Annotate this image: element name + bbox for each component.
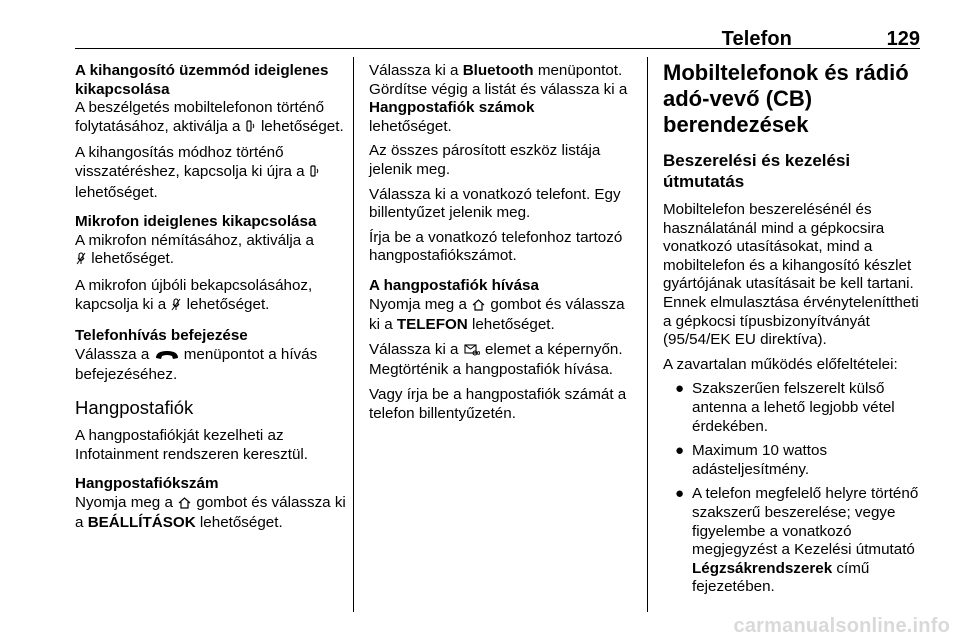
text: TELEFON [396,316,468,334]
paragraph [369,62,637,136]
paragraph [369,341,637,380]
text: Maximum 10 wattos adásteljesítmény. [692,442,828,478]
bullet-icon: ● [675,380,685,398]
text: lehetőséget. [260,117,344,135]
text: A kihangosítás módhoz történő visszatéréshez, kapcsolja ki újra a [75,144,305,180]
text: lehetőséget. [199,514,283,532]
voicemail-icon [464,343,480,362]
text: Hangpostafiók számok [369,99,535,117]
text: elemet a képernyőn. Megtörténik a hangpostafiók hívása. [369,340,623,379]
text: Válassza ki a [369,340,459,358]
paragraph: Az összes párosított eszköz listája jelenik meg. [369,142,601,178]
text: Légzsákrendszerek [692,559,833,577]
paragraph: Vagy írja be a hangpostafiók számát a telefon billentyűzetén. [369,385,627,422]
text: A beszélgetés mobiltelefonon történő folytatásához, aktiválja a [75,99,325,135]
end-call-icon [155,348,179,367]
column-3 [663,62,928,603]
paragraph [75,144,347,202]
microphone-mute-icon [171,298,181,317]
microphone-mute-icon [76,252,86,271]
text: című fejezetében. [692,559,870,596]
column-divider [353,57,354,612]
paragraph: Válassza ki a vonatkozó telefont. Egy billentyűzet jelenik meg. [369,185,621,222]
text: gombot és válassza ki a [369,295,625,334]
text: A telefon megfelelő helyre történő szakszerű beszerelése; vegye figyelembe a vonatkozó megjegyzést a Kezelési útmutató [692,485,919,559]
section-heading: Hangpostafiókszám [75,475,219,493]
section-heading: A hangpostafiók hívása [369,276,539,294]
page-title: Telefon [721,28,792,50]
bullet-icon: ● [675,442,685,460]
paragraph [75,277,347,316]
section-heading: A kihangosító üzemmód ideiglenes kikapcsolása [75,62,329,98]
paragraph: Írja be a vonatkozó telefonhoz tartozó hangpostafiókszámot. [369,228,623,265]
text: Nyomja meg a [369,295,467,313]
text: lehetőséget. [91,250,174,268]
text: BEÁLLÍTÁSOK [87,514,196,532]
text: Válassza ki a [369,62,459,79]
text: gombot és válassza ki a [75,493,346,532]
home-icon [178,496,191,515]
paragraph [75,346,347,385]
text: menüpontot a hívás befejezéséhez. [75,345,318,384]
paragraph [75,494,347,533]
text: Nyomja meg a [75,493,173,511]
paragraph: Mobiltelefon beszerelésénél és használatánál mind a gépkocsira vonatkozó utasításokat, mind a mobiltelefon és a kihangosító készlet gyártójának utasításait be kell tartani. Ennek elmulasztása érvényteleníttheti a gépkocsi típusbizonyítványát (95/54/EK EU direktíva). [663,201,919,349]
list-item [663,380,928,436]
home-icon [472,298,485,317]
text: lehetőséget. [369,117,452,135]
text: menüpontot. Gördítse végig a listát és válassza ki a [369,62,628,98]
handset-speaker-icon [310,165,320,184]
text: lehetőséget. [75,183,158,201]
paragraph [75,232,347,271]
section-heading: Mikrofon ideiglenes kikapcsolása [75,213,317,231]
paragraph [75,99,347,138]
chapter-title: Mobiltelefonok és rádió adó-vevő (CB) berendezések [663,60,909,137]
text: lehetőséget. [186,295,270,313]
section-heading: Telefonhívás befejezése [75,327,248,345]
bullet-list [663,380,928,597]
text: Bluetooth [462,62,534,79]
handset-speaker-icon [246,120,256,139]
section-heading: Hangpostafiók [75,396,194,418]
page-header [75,14,920,49]
text: Szakszerűen felszerelt külső antenna a lehető legjobb vétel érdekében. [692,380,895,435]
column-divider [647,57,648,612]
text: A mikrofon újbóli bekapcsolásához, kapcsolja ki a [75,276,313,313]
paragraph [369,296,637,335]
paragraph: A zavartalan működés előfeltételei: [663,355,898,373]
column-2 [369,62,637,429]
list-item [663,485,928,597]
list-item [663,442,928,479]
watermark: carmanualsonline.info [733,615,950,637]
text: lehetőséget. [471,316,555,334]
text: A mikrofon némításához, aktiválja a [75,231,314,249]
text: Válassza a [75,345,150,363]
section-heading: Beszerelési és kezelési útmutatás [663,151,851,191]
page-number: 129 [886,28,920,50]
bullet-icon: ● [675,485,685,503]
paragraph: A hangpostafiókját kezelheti az Infotainment rendszeren keresztül. [75,426,308,463]
column-1 [75,62,347,539]
